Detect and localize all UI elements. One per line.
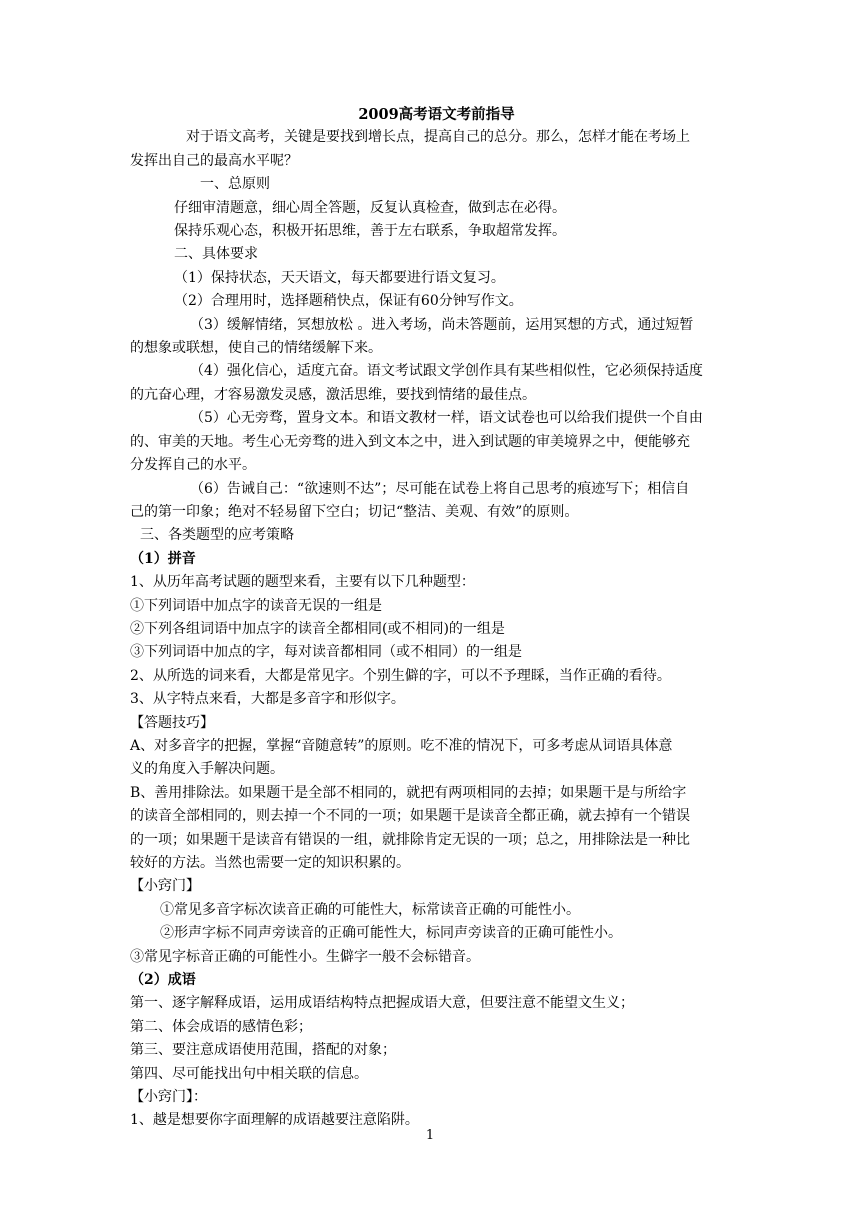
idiom-tip-line: 1、越是想要你字面理解的成语越要注意陷阱。 [130, 1112, 419, 1129]
section-heading-general-principles: 一、总原则 [200, 176, 270, 193]
pinyin-line: 1、从历年高考试题的题型来看，主要有以下几种题型： [130, 574, 475, 591]
requirement-item: （2）合理用时，选择题稍快点，保证有60分钟写作文。 [174, 293, 523, 310]
skill-line: 的读音全部相同的，则去掉一个不同的一项；如果题干是读音全都正确，就去掉有一个错误 [130, 808, 690, 825]
requirement-item: （4）强化信心，适度亢奋。语文考试跟文学创作具有某些相似性，它必须保持适度 [190, 363, 703, 380]
pinyin-line: ③下列词语中加点的字，每对读音都相同（或不相同）的一组是 [130, 644, 522, 661]
skill-line: B、善用排除法。如果题干是全部不相同的，就把有两项相同的去掉；如果题干是与所给字 [130, 784, 687, 801]
requirement-item: （1）保持状态，天天语文，每天都要进行语文复习。 [174, 269, 505, 286]
document-title: 2009高考语文考前指导 [358, 106, 515, 123]
pinyin-line: ①下列词语中加点字的读音无误的一组是 [130, 597, 382, 614]
skill-line: 义的角度入手解决问题。 [130, 761, 284, 778]
pinyin-line: 2、从所选的词来看，大都是常见字。个别生僻的字，可以不予理睬，当作正确的看待。 [130, 667, 671, 684]
tips-heading: 【小窍门】 [130, 878, 200, 895]
pinyin-line: 3、从字特点来看，大都是多音字和形似字。 [130, 691, 405, 708]
requirement-item: （3）缓解情绪，冥想放松 。进入考场，尚未答题前，运用冥想的方式，通过短暂 [190, 316, 694, 333]
requirement-item: （5）心无旁骛，置身文本。和语文教材一样，语文试卷也可以给我们提供一个自由 [190, 410, 703, 427]
idiom-tips-heading: 【小窍门】： [130, 1089, 207, 1106]
requirement-item-continued: 的亢奋心理，才容易激发灵感，激活思维，要找到情绪的最佳点。 [130, 386, 536, 403]
requirement-item-continued: 的想象或联想，使自己的情绪缓解下来。 [130, 340, 382, 357]
document-body [130, 103, 733, 1133]
tip-line: ②形声字标不同声旁读音的正确可能性大，标同声旁读音的正确可能性小。 [160, 925, 622, 942]
section-heading-specific-requirements: 二、具体要求 [174, 246, 258, 263]
subsection-heading-pinyin: （1）拼音 [130, 550, 196, 567]
intro-line: 对于语文高考，关键是要找到增长点，提高自己的总分。那么，怎样才能在考场上 [186, 129, 690, 146]
skill-line: 较好的方法。当然也需要一定的知识积累的。 [130, 855, 410, 871]
idiom-line: 第三、要注意成语使用范围，搭配的对象； [130, 1042, 396, 1059]
requirement-item-continued: 己的第一印象；绝对不轻易留下空白；切记“整洁、美观、有效”的原则。 [130, 503, 579, 520]
pinyin-line: ②下列各组词语中加点字的读音全都相同(或不相同)的一组是 [130, 620, 505, 637]
section-heading-question-strategies: 三、各类题型的应考策略 [140, 527, 294, 544]
idiom-line: 第二、体会成语的感情色彩； [130, 1018, 312, 1035]
subsection-heading-idioms: （2）成语 [130, 972, 196, 989]
page-number: 1 [425, 1128, 435, 1143]
requirement-item-continued: 的、审美的天地。考生心无旁骛的进入到文本之中，进入到试题的审美境界之中，便能够充 [130, 433, 690, 450]
tip-line: ①常见多音字标次读音正确的可能性大，标常读音正确的可能性小。 [160, 901, 580, 918]
skill-line: A、对多音字的把握，掌握“音随意转”的原则。吃不准的情况下，可多考虑从词语具体意 [130, 737, 673, 754]
principle-line: 仔细审清题意，细心周全答题，反复认真检查，做到志在必得。 [174, 199, 566, 216]
skill-line: 的一项；如果题干是读音有错误的一组，就排除肯定无误的一项；总之，用排除法是一种比 [130, 831, 690, 848]
idiom-line: 第四、尽可能找出句中相关联的信息。 [130, 1065, 368, 1082]
tip-line: ③常见字标音正确的可能性小。生僻字一般不会标错音。 [130, 948, 480, 965]
requirement-item-continued: 分发挥自己的水平。 [130, 457, 256, 474]
skills-heading: 【答题技巧】 [130, 714, 214, 731]
idiom-line: 第一、逐字解释成语，运用成语结构特点把握成语大意，但要注意不能望文生义； [130, 995, 634, 1012]
principle-line: 保持乐观心态，积极开拓思维，善于左右联系，争取超常发挥。 [174, 223, 566, 240]
requirement-item: （6）告诫自己：“欲速则不达”；尽可能在试卷上将自己思考的痕迹写下；相信自 [190, 480, 690, 497]
intro-line: 发挥出自己的最高水平呢？ [130, 152, 298, 169]
